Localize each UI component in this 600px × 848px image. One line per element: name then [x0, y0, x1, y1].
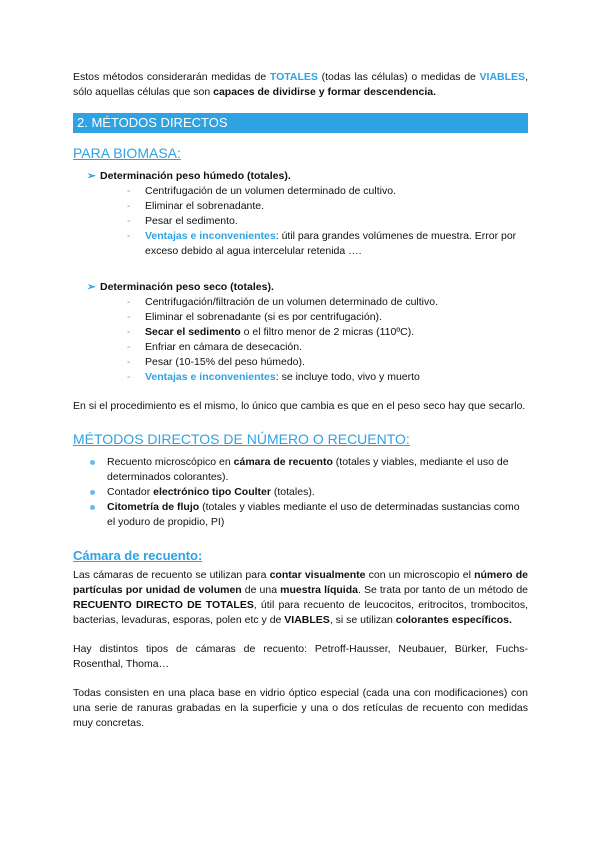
list-item: [127, 184, 528, 199]
list-item: [127, 310, 528, 325]
conclusion-paragraph: En si el procedimiento es el mismo, lo único que cambia es que en el peso seco hay que secarlo.: [73, 400, 526, 412]
list-item-bold: electrónico tipo Coulter: [153, 486, 271, 498]
list-item-text: Eliminar el sobrenadante.: [145, 200, 265, 212]
para-text: de una: [241, 584, 281, 596]
peso-seco-title: Determinación peso seco (totales).: [100, 281, 274, 293]
list-item-bold: Citometría de flujo: [107, 501, 200, 513]
list-item: [107, 485, 528, 500]
list-item: [107, 500, 528, 530]
section-title-bar: 2. MÉTODOS DIRECTOS: [73, 113, 528, 133]
dash-icon: -: [127, 341, 131, 353]
para-text: Las cámaras de recuento se utilizan para: [73, 569, 270, 581]
dash-icon: -: [127, 200, 131, 212]
peso-humedo-item: [73, 169, 528, 184]
list-item-text: (totales).: [270, 486, 315, 498]
camara-heading: Cámara de recuento:: [73, 548, 203, 563]
intro-paragraph: [73, 70, 528, 100]
dash-icon: -: [127, 371, 131, 383]
peso-seco-list: [73, 295, 528, 385]
para-text: , útil para recuento de leucocitos, eritrocitos, trombocitos, bacterias, levaduras, esporas, polen etc y de: [73, 599, 528, 626]
totales-highlight: TOTALES: [269, 71, 318, 83]
dash-icon: -: [127, 185, 131, 197]
recuento-list: [73, 455, 528, 530]
secar-bold: Secar el sedimento: [145, 326, 241, 338]
arrow-icon: ➢: [87, 170, 96, 182]
list-item-text: Recuento microscópico en: [107, 456, 234, 468]
list-item-text: o el filtro menor de 2 micras (110ºC).: [240, 326, 415, 338]
list-item-text: Centrifugación/filtración de un volumen determinado de cultivo.: [145, 296, 439, 308]
list-item-text: Eliminar el sobrenadante (si es por centrifugación).: [145, 311, 382, 323]
bullet-icon: [90, 505, 95, 510]
peso-humedo-list: [73, 184, 528, 259]
ventajas-label: Ventajas e inconvenientes: [145, 371, 276, 383]
intro-bold: capaces de dividirse y formar descendencia.: [213, 86, 437, 98]
list-item-bold: cámara de recuento: [233, 456, 333, 468]
arrow-icon: ➢: [87, 281, 96, 293]
viables-highlight: VIABLES: [479, 71, 526, 83]
list-item: [127, 325, 528, 340]
para-bold: muestra líquida: [280, 584, 358, 596]
list-item: [107, 455, 528, 485]
list-item: [127, 370, 528, 385]
para-bold: RECUENTO DIRECTO DE TOTALES: [73, 599, 254, 611]
intro-text: (todas las células) o medidas de: [317, 71, 480, 83]
list-item: [127, 229, 528, 259]
dash-icon: -: [127, 326, 131, 338]
para-bold: VIABLES: [284, 614, 330, 626]
camara-paragraph-2: Hay distintos tipos de cámaras de recuento: Petroff-Hausser, Neubauer, Bürker, Fuchs-Rosenthal, Thoma…: [73, 643, 528, 670]
list-item-text: (totales y viables, mediante el uso de determinados colorantes).: [107, 456, 509, 483]
ventajas-text: : útil para grandes volúmenes de muestra. Error por exceso debido al agua intercelular retenida ….: [145, 230, 517, 257]
dash-icon: -: [127, 215, 131, 227]
list-item-text: Pesar (10-15% del peso húmedo).: [145, 356, 305, 368]
peso-seco-item: [73, 280, 528, 295]
camara-paragraph-3: Todas consisten en una placa base en vidrio óptico especial (cada una con modificaciones) con una serie de ranuras grabadas en la superficie y una o dos retículas de recuento con medidas muy concretas.: [73, 687, 528, 729]
biomasa-heading: PARA BIOMASA:: [73, 145, 181, 161]
para-bold: número de partículas por unidad de volumen: [73, 569, 528, 596]
list-item-text: Contador: [107, 486, 154, 498]
list-item: [127, 295, 528, 310]
dash-icon: -: [127, 230, 131, 242]
dash-icon: -: [127, 296, 131, 308]
dash-icon: -: [127, 311, 131, 323]
list-item-text: (totales y viables mediante el uso de determinadas sustancias como el yoduro de propidio, PI): [107, 501, 520, 528]
camara-paragraph-1: [73, 568, 528, 628]
list-item-text: Centrifugación de un volumen determinado de cultivo.: [145, 185, 396, 197]
document-content: [73, 70, 528, 731]
para-text: , si se utilizan: [329, 614, 396, 626]
para-text: con un microscopio el: [365, 569, 475, 581]
para-bold: colorantes específicos.: [395, 614, 512, 626]
bullet-icon: [90, 460, 95, 465]
ventajas-label: Ventajas e inconvenientes: [145, 230, 276, 242]
intro-text: Estos métodos considerarán medidas de: [73, 71, 270, 83]
peso-humedo-title: Determinación peso húmedo (totales).: [100, 170, 291, 182]
dash-icon: -: [127, 356, 131, 368]
para-bold: contar visualmente: [269, 569, 366, 581]
ventajas-text: : se incluye todo, vivo y muerto: [275, 371, 420, 383]
list-item-text: Pesar el sedimento.: [145, 215, 238, 227]
recuento-heading: MÉTODOS DIRECTOS DE NÚMERO O RECUENTO:: [73, 431, 410, 447]
list-item-text: Enfriar en cámara de desecación.: [145, 341, 303, 353]
list-item: [127, 340, 528, 355]
para-text: . Se trata por tanto de un método de: [357, 584, 529, 596]
list-item: [127, 199, 528, 214]
list-item: [127, 214, 528, 229]
list-item: [127, 355, 528, 370]
bullet-icon: [90, 490, 95, 495]
intro-text: , sólo aquellas células que son: [73, 71, 528, 98]
